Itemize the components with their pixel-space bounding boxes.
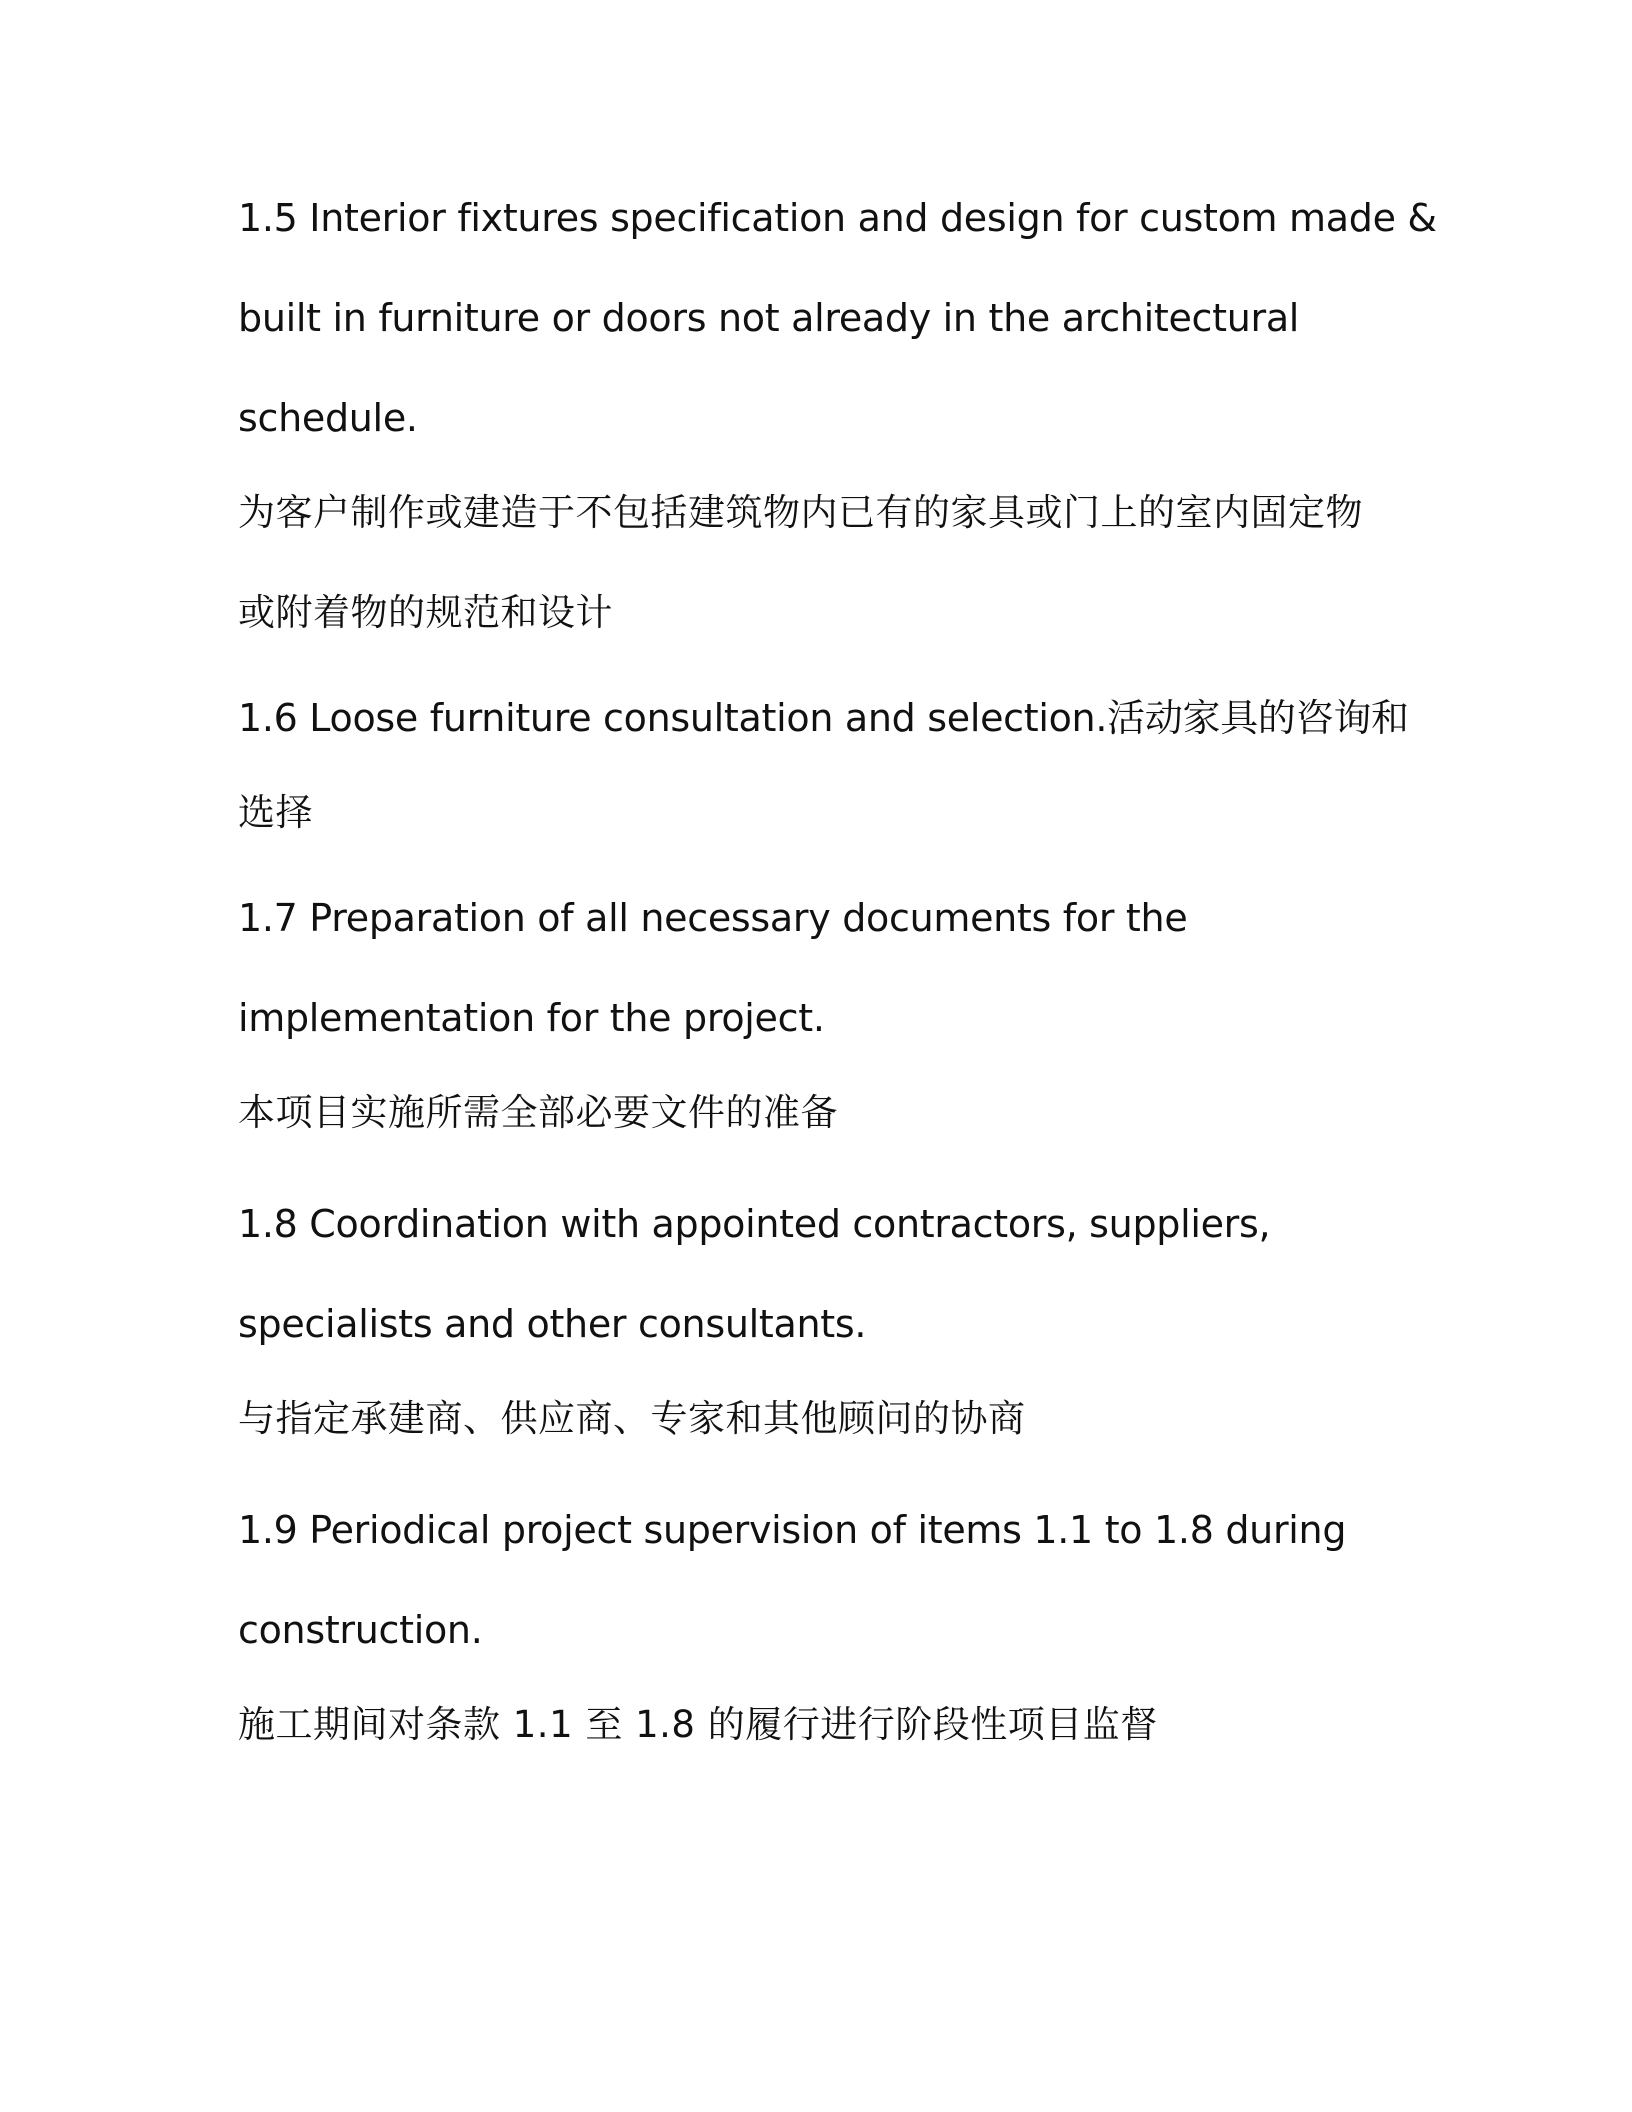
item-1-9-en-line-2: construction.: [238, 1608, 483, 1652]
item-1-5-zh-line-1: 为客户制作或建造于不包括建筑物内已有的家具或门上的室内固定物: [238, 491, 1363, 534]
item-1-7-en-line-1: 1.7 Preparation of all necessary documents for the: [238, 896, 1188, 940]
item-1-7: [238, 893, 1418, 1199]
item-1-5-zh-line-2: 或附着物的规范和设计: [238, 591, 613, 634]
item-1-6-line-1: 1.6 Loose furniture consultation and selection.活动家具的咨询和: [238, 696, 1409, 740]
item-1-8-en-line-1: 1.8 Coordination with appointed contractors, suppliers,: [238, 1202, 1271, 1246]
item-1-9-en-line-1: 1.9 Periodical project supervision of items 1.1 to 1.8 during: [238, 1508, 1347, 1552]
item-1-9-zh-line-1: 施工期间对条款 1.1 至 1.8 的履行进行阶段性项目监督: [238, 1703, 1158, 1746]
item-1-5-en-line-2: built in furniture or doors not already in the architectural: [238, 296, 1300, 340]
document-body: [238, 193, 1437, 1805]
item-1-7-zh-line-1: 本项目实施所需全部必要文件的准备: [238, 1091, 838, 1134]
item-1-5-en-line-3: schedule.: [238, 396, 418, 440]
item-1-7-en-line-2: implementation for the project.: [238, 996, 825, 1040]
item-1-5: [238, 193, 1437, 693]
item-1-8: [238, 1199, 1418, 1505]
item-1-5-en-line-1: 1.5 Interior fixtures specification and design for custom made &: [238, 196, 1437, 240]
item-1-8-zh-line-1: 与指定承建商、供应商、专家和其他顾问的协商: [238, 1397, 1026, 1440]
item-1-8-en-line-2: specialists and other consultants.: [238, 1302, 867, 1346]
item-1-9: [238, 1505, 1418, 1805]
item-1-6-line-2: 选择: [238, 791, 313, 834]
item-1-6: [238, 693, 1418, 893]
